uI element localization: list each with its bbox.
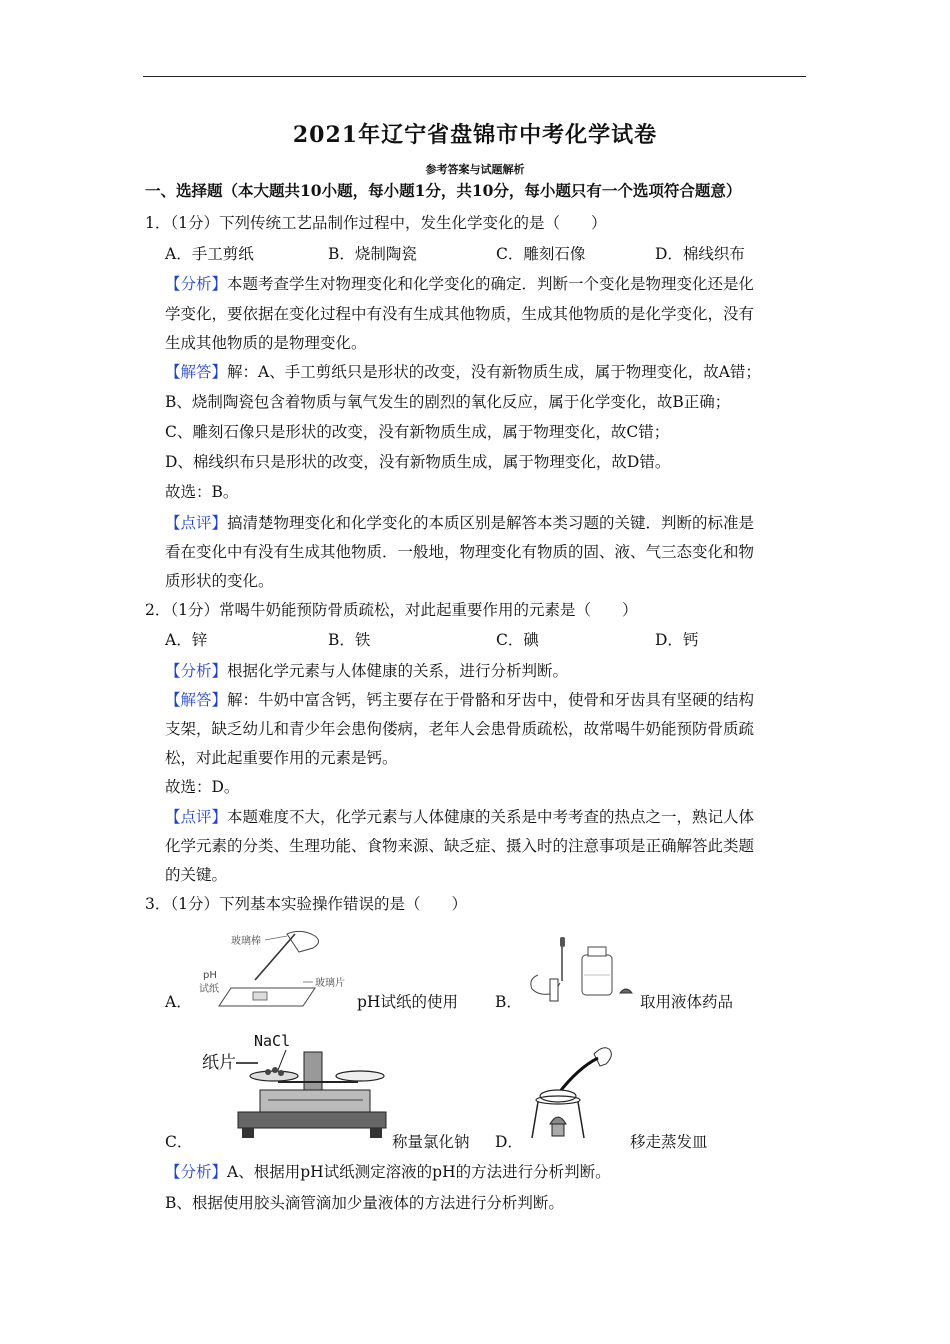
q1-analysis-line: 生成其他物质的是物理变化。 [165,334,367,352]
answer-tag: 【解答】 [165,363,228,381]
glass-slide-label: 玻璃片 [315,978,345,989]
q1-option-d: D．棉线织布 [655,245,745,263]
ph-paper-illustration [195,922,345,1014]
comment-tag: 【点评】 [165,808,228,826]
q1-answer-line: B、烧制陶瓷包含着物质与氧气发生的剧烈的氧化反应，属于化学变化，故B正确； [165,393,731,411]
q1-option-a: A．手工剪纸 [165,245,254,263]
q1-option-c: C．雕刻石像 [496,245,586,263]
q2-answer-line: 故选：D。 [165,778,240,796]
q2-answer-line: 松，对此起重要作用的元素是钙。 [165,749,398,767]
q2-option-d: D．钙 [655,631,699,649]
analysis-tag: 【分析】 [165,1163,228,1181]
q3-option-c-letter: C． [165,1133,193,1151]
q1-answer-line: C、雕刻石像只是形状的改变，没有新物质生成，属于物理变化，故C错； [165,423,670,441]
q2-answer-line: 【解答】解：牛奶中富含钙，钙主要存在于骨骼和牙齿中，使骨和牙齿具有坚硬的结构 [165,691,755,709]
q2-option-c: C．碘 [496,631,539,649]
q3-option-a-letter: A． [165,993,192,1011]
paper-label: 纸片 [202,1053,236,1073]
q1-analysis-line: 学变化，要依据在变化过程中有没有生成其他物质，生成其他物质的是化学变化，没有 [165,305,755,323]
q1-answer-line: 故选：B。 [165,483,239,501]
q2-comment-line: 化学元素的分类、生理功能、食物来源、缺乏症、摄入时的注意事项是正确解答此类题 [165,837,755,855]
q2-stem: 2．（1分）常喝牛奶能预防骨质疏松，对此起重要作用的元素是（ ） [145,601,638,619]
q1-answer-line: 【解答】解：A、手工剪纸只是形状的改变，没有新物质生成，属于物理变化，故A错； [165,363,761,381]
q3-option-d-letter: D． [495,1133,523,1151]
answer-tag: 【解答】 [165,691,228,709]
q2-comment-line: 【点评】本题难度不大，化学元素与人体健康的关系是中考考查的热点之一，熟记人体 [165,808,755,826]
q1-analysis-line: 【分析】本题考查学生对物理变化和化学变化的确定．判断一个变化是物理变化还是化 [165,275,755,293]
q2-option-b: B．铁 [328,631,371,649]
glass-rod-label: 玻璃棒 [231,936,261,947]
q3-option-b-caption: 取用液体药品 [640,993,734,1011]
q1-stem: 1．（1分）下列传统工艺品制作过程中，发生化学变化的是（ ） [145,214,607,232]
section-heading: 一、选择题（本大题共10小题，每小题1分，共10分，每小题只有一个选项符合题意） [145,181,742,200]
q2-analysis-line: 【分析】根据化学元素与人体健康的关系，进行分析判断。 [165,662,569,680]
page-title: 2021年辽宁省盘锦市中考化学试卷 [292,122,658,148]
evaporating-dish-illustration [522,1040,622,1140]
q1-option-b: B．烧制陶瓷 [328,245,417,263]
q1-answer-line: D、棉线织布只是形状的改变，没有新物质生成，属于物理变化，故D错。 [165,453,671,471]
analysis-tag: 【分析】 [165,275,228,293]
q3-option-c-caption: 称量氯化钠 [392,1133,470,1151]
q3-analysis-line: B、根据使用胶头滴管滴加少量液体的方法进行分析判断。 [165,1194,564,1212]
comment-tag: 【点评】 [165,514,228,532]
nacl-label: NaCl [254,1032,291,1050]
q1-comment-line: 质形状的变化。 [165,572,274,590]
q2-answer-line: 支架，缺乏幼儿和青少年会患佝偻病，老年人会患骨质疏松，故常喝牛奶能预防骨质疏 [165,720,755,738]
test-paper-label: 试纸 [199,984,219,995]
q3-stem: 3．（1分）下列基本实验操作错误的是（ ） [145,895,467,913]
page-subtitle: 参考答案与试题解析 [425,163,525,176]
q1-comment-line: 【点评】搞清楚物理变化和化学变化的本质区别是解答本类习题的关键．判断的标准是 [165,514,755,532]
q3-option-b-letter: B． [495,993,522,1011]
q3-option-a-caption: pH试纸的使用 [357,993,458,1011]
q2-option-a: A．锌 [165,631,208,649]
q2-comment-line: 的关键。 [165,866,228,884]
ph-label: pH [203,970,217,981]
analysis-tag: 【分析】 [165,662,228,680]
q1-comment-line: 看在变化中有没有生成其他物质．一般地，物理变化有物质的固、液、气三态变化和物 [165,543,755,561]
q3-option-d-caption: 移走蒸发皿 [630,1133,708,1151]
header-rule [143,76,806,77]
balance-illustration [198,1030,390,1142]
dropper-illustration [520,935,638,1005]
q3-analysis-line: 【分析】A、根据用pH试纸测定溶液的pH的方法进行分析判断。 [165,1163,611,1181]
